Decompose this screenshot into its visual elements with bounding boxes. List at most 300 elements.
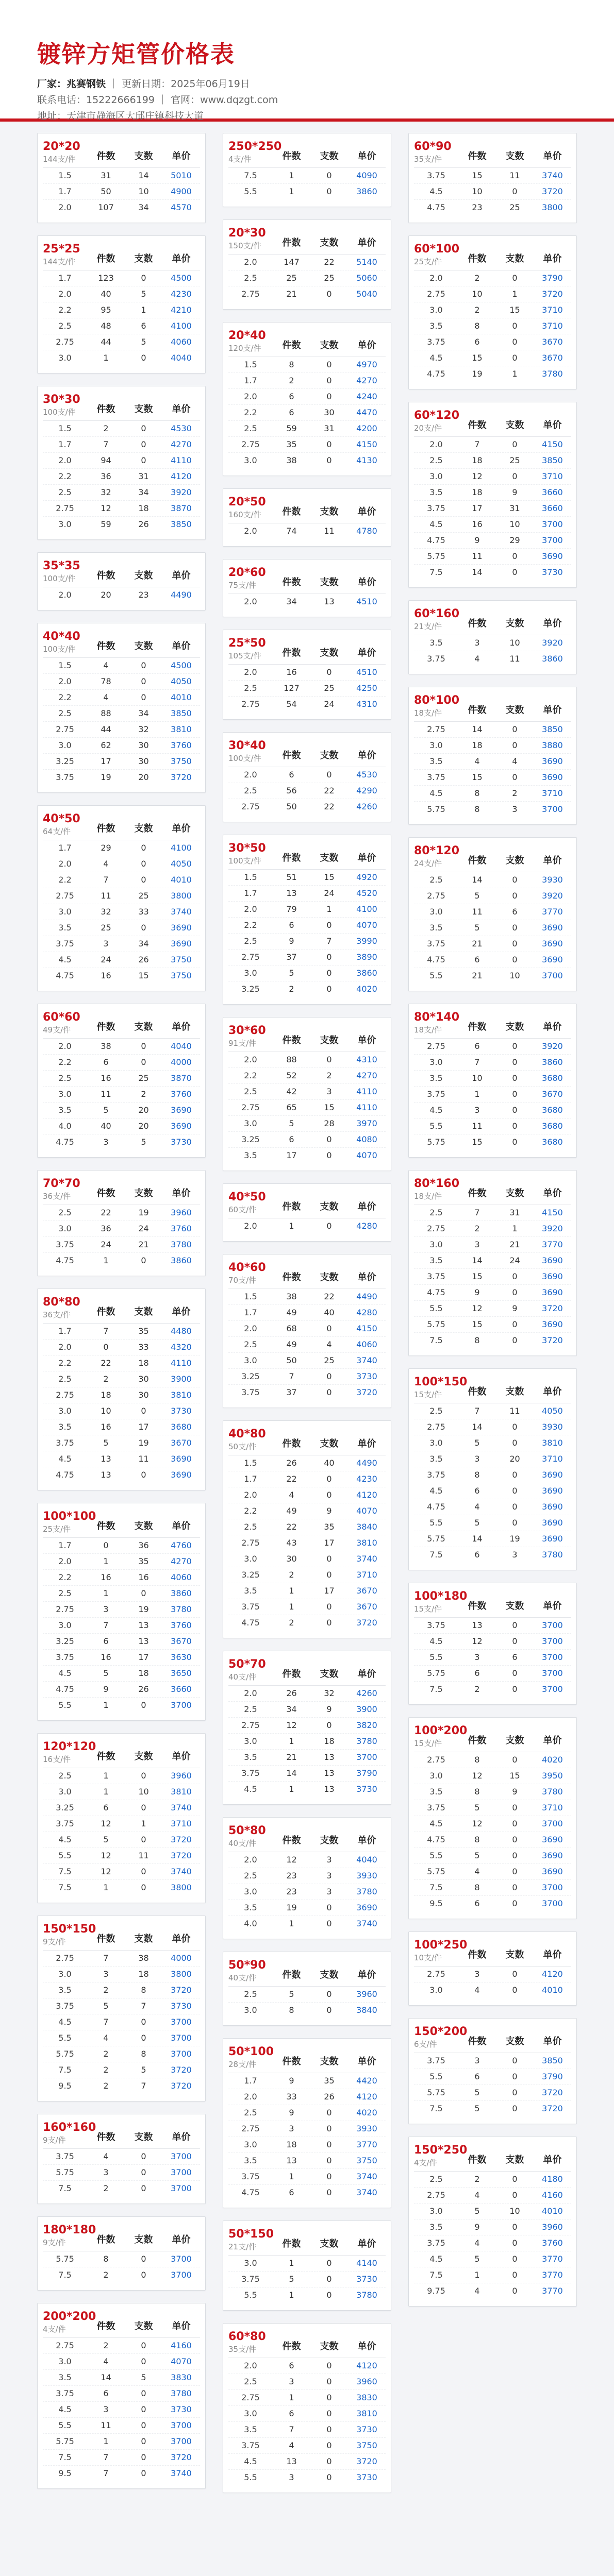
table-row: [43, 1371, 200, 1387]
thickness-cell: 3.0: [58, 353, 72, 363]
thickness-cell: 2.75: [241, 802, 260, 811]
piece-count-cell: 13: [324, 1784, 335, 1794]
column-header: 件数: [96, 151, 115, 162]
bundle-count-cell: 1: [289, 2258, 294, 2268]
table-row: [43, 920, 200, 936]
thickness-cell: 2.2: [244, 920, 257, 930]
spec-title-block: [414, 693, 458, 718]
phone: 联系电话：15222666199: [37, 94, 155, 106]
bundle-count-cell: 5: [103, 1668, 109, 1678]
spec-size: 150*150: [43, 1923, 96, 1936]
column-header: 单价: [543, 253, 562, 264]
bundle-count-cell: 6: [103, 2388, 109, 2398]
piece-count-cell: 10: [138, 1787, 149, 1797]
website-link[interactable]: 官网：www.dqzgt.com: [171, 94, 278, 106]
thickness-cell: 3.0: [429, 471, 443, 481]
bundle-count-cell: 36: [101, 1224, 111, 1233]
unit-price-cell: 4140: [356, 2258, 377, 2268]
spec-card: [223, 322, 391, 476]
table-row: [43, 1451, 200, 1467]
unit-price-cell: 4240: [356, 392, 377, 401]
unit-price-cell: 4760: [171, 1540, 192, 1550]
spec-title-block: [228, 329, 273, 353]
table-row: [228, 2137, 386, 2153]
bundle-count-cell: 50: [101, 187, 111, 196]
column-header: 单价: [357, 340, 376, 351]
table-row: [43, 872, 200, 888]
bundle-count-cell: 6: [474, 1041, 480, 1051]
piece-count-cell: 7: [141, 2001, 146, 2011]
column-header: 单价: [543, 2155, 562, 2165]
unit-price-cell: 4530: [171, 423, 192, 433]
spec-unit: 100支/件: [228, 754, 261, 763]
piece-count-cell: 0: [512, 1502, 518, 1512]
spec-unit: 75支/件: [228, 581, 257, 590]
bundle-count-cell: 3: [103, 1137, 109, 1147]
column-header: 支数: [134, 2234, 153, 2245]
bundle-count-cell: 21: [472, 971, 483, 980]
unit-price-cell: 3720: [171, 1985, 192, 1995]
thickness-cell: 2.0: [244, 2092, 257, 2102]
thickness-cell: 3.75: [241, 1387, 260, 1397]
column-header: 支数: [505, 1022, 524, 1032]
thickness-cell: 1.5: [244, 1292, 257, 1301]
unit-price-cell: 3930: [356, 2124, 377, 2133]
thickness-cell: 5.75: [427, 804, 445, 814]
table-row: [414, 2101, 571, 2116]
unit-price-cell: 3700: [542, 1668, 563, 1678]
spec-unit: 36支/件: [43, 1310, 71, 1319]
unit-price-cell: 3780: [542, 369, 563, 379]
bundle-count-cell: 8: [289, 2005, 294, 2015]
table-row: [228, 168, 386, 184]
piece-count-cell: 22: [324, 786, 335, 795]
piece-count-cell: 0: [512, 337, 518, 347]
bundle-count-cell: 79: [286, 904, 297, 914]
unit-price-cell: 4040: [171, 353, 192, 363]
table-row: [43, 1618, 200, 1634]
table-row: [43, 1698, 200, 1713]
spec-card-header: [414, 844, 571, 872]
unit-price-cell: 3790: [542, 273, 563, 283]
table-row: [414, 350, 571, 366]
unit-price-cell: 3670: [542, 337, 563, 347]
spec-card: [37, 386, 206, 540]
thickness-cell: 1.5: [58, 660, 72, 670]
table-row: [43, 2434, 200, 2450]
thickness-cell: 3.0: [244, 1736, 257, 1746]
spec-card: [223, 133, 391, 207]
bundle-count-cell: 49: [286, 1506, 297, 1516]
table-row: [414, 1618, 571, 1634]
spec-card: [223, 1651, 391, 1805]
column-header: 支数: [505, 1386, 524, 1397]
bundle-count-cell: 6: [103, 1803, 109, 1812]
piece-count-cell: 0: [512, 1636, 518, 1646]
unit-price-cell: 3690: [542, 1851, 563, 1860]
thickness-cell: 1.5: [58, 423, 72, 433]
piece-count-cell: 0: [141, 353, 146, 363]
piece-count-cell: 2: [512, 788, 518, 798]
bundle-count-cell: 42: [286, 1087, 297, 1096]
unit-price-cell: 3670: [542, 353, 563, 363]
piece-count-cell: 0: [326, 1221, 332, 1231]
table-row: [43, 904, 200, 920]
bundle-count-cell: 26: [286, 1458, 297, 1468]
column-header: 支数: [134, 641, 153, 652]
bundle-count-cell: 16: [101, 971, 111, 980]
unit-price-cell: 3770: [542, 907, 563, 917]
thickness-cell: 4.75: [241, 1618, 260, 1628]
column-header: 支数: [134, 1188, 153, 1199]
column-header: 单价: [357, 648, 376, 658]
table-row: [43, 1784, 200, 1800]
bundle-count-cell: 6: [289, 392, 294, 401]
thickness-cell: 3.25: [241, 1570, 260, 1580]
unit-price-cell: 3960: [356, 2377, 377, 2386]
column-header: 件数: [282, 1272, 301, 1283]
spec-card: [223, 835, 391, 1005]
piece-count-cell: 18: [138, 503, 149, 513]
thickness-cell: 3.75: [56, 1652, 74, 1662]
piece-count-cell: 33: [138, 907, 149, 917]
bundle-count-cell: 22: [101, 1358, 111, 1368]
thickness-cell: 5.75: [427, 1867, 445, 1876]
unit-price-cell: 3710: [542, 321, 563, 331]
spec-card-header: [43, 1740, 200, 1768]
thickness-cell: 2.2: [244, 1071, 257, 1080]
spec-size: 40*50: [228, 1191, 266, 1204]
thickness-cell: 3.75: [427, 1620, 445, 1630]
unit-price-cell: 3700: [542, 1883, 563, 1892]
table-row: [43, 1634, 200, 1650]
thickness-cell: 3.5: [244, 2156, 257, 2165]
spec-size: 60*120: [414, 409, 460, 422]
piece-count-cell: 0: [141, 1835, 146, 1844]
unit-price-cell: 3700: [542, 971, 563, 980]
spec-size: 25*50: [228, 637, 266, 650]
thickness-cell: 2.5: [244, 273, 257, 283]
column-header: 支数: [320, 2056, 339, 2067]
piece-count-cell: 34: [138, 708, 149, 718]
bundle-count-cell: 6: [289, 920, 294, 930]
piece-count-cell: 0: [326, 2172, 332, 2181]
unit-price-cell: 4050: [542, 1406, 563, 1416]
thickness-cell: 2.75: [427, 1969, 445, 1979]
thickness-cell: 5.5: [429, 1518, 443, 1528]
bundle-count-cell: 11: [101, 891, 111, 901]
piece-count-cell: 11: [509, 171, 520, 180]
unit-price-cell: 3690: [171, 1121, 192, 1131]
thickness-cell: 1.7: [58, 439, 72, 449]
thickness-cell: 4.5: [429, 1105, 443, 1115]
column-headers: [87, 1186, 200, 1201]
spec-card: [37, 2303, 206, 2489]
spec-size: 40*50: [43, 812, 80, 825]
column-header: 单价: [357, 853, 376, 863]
thickness-cell: 2.5: [58, 321, 72, 331]
unit-price-cell: 3820: [356, 1720, 377, 1730]
column-header: 支数: [134, 2132, 153, 2143]
table-row: [43, 2450, 200, 2466]
piece-count-cell: 0: [512, 1089, 518, 1099]
thickness-cell: 2.75: [56, 1953, 74, 1963]
spec-size: 180*180: [43, 2224, 96, 2236]
table-row: [43, 1205, 200, 1221]
column-header: 单价: [172, 1751, 191, 1762]
spec-card-header: [414, 1177, 571, 1205]
bundle-count-cell: 43: [286, 1538, 297, 1548]
bundle-count-cell: 88: [286, 1055, 297, 1064]
piece-count-cell: 5: [141, 337, 146, 347]
bundle-count-cell: 15: [472, 1137, 483, 1147]
column-header: 单价: [357, 1272, 376, 1283]
table-row: [414, 1982, 571, 1998]
thickness-cell: 2.2: [58, 692, 72, 702]
table-row: [414, 1087, 571, 1103]
table-row: [414, 1301, 571, 1317]
thickness-cell: 2.75: [56, 891, 74, 901]
column-headers: [87, 1020, 200, 1035]
thickness-cell: 1.7: [244, 1308, 257, 1317]
thickness-cell: 3.25: [241, 1371, 260, 1381]
unit-price-cell: 4510: [356, 597, 377, 606]
thickness-cell: 3.75: [427, 2238, 445, 2248]
unit-price-cell: 3670: [356, 1602, 377, 1612]
thickness-cell: 3.5: [58, 1985, 72, 1995]
bundle-count-cell: 5: [474, 891, 480, 901]
table-row: [228, 2454, 386, 2470]
bundle-count-cell: 26: [286, 1688, 297, 1698]
thickness-cell: 3.75: [56, 772, 74, 782]
spec-title-block: [414, 1010, 458, 1035]
bundle-count-cell: 6: [474, 337, 480, 347]
thickness-cell: 2.75: [56, 337, 74, 347]
bundle-count-cell: 94: [101, 455, 111, 465]
piece-count-cell: 15: [509, 1771, 520, 1781]
unit-price-cell: 3720: [356, 1387, 377, 1397]
piece-count-cell: 4: [512, 756, 518, 766]
spec-card-header: [43, 2121, 200, 2149]
unit-price-cell: 3690: [356, 1903, 377, 1912]
piece-count-cell: 0: [326, 2409, 332, 2418]
piece-count-cell: 0: [512, 1835, 518, 1844]
bundle-count-cell: 9: [289, 2108, 294, 2117]
column-header: 件数: [282, 1669, 301, 1680]
column-header: 件数: [282, 506, 301, 517]
piece-count-cell: 0: [326, 2456, 332, 2466]
table-row: [414, 1467, 571, 1483]
piece-count-cell: 0: [326, 1387, 332, 1397]
bundle-count-cell: 14: [101, 2372, 111, 2382]
column-header: 件数: [282, 2056, 301, 2067]
column-headers: [273, 1968, 386, 1983]
piece-count-cell: 19: [138, 1604, 149, 1614]
bundle-count-cell: 5: [474, 1438, 480, 1448]
table-row: [43, 1387, 200, 1403]
thickness-cell: 2.0: [244, 667, 257, 677]
unit-price-cell: 3690: [542, 1867, 563, 1876]
spec-title-block: [43, 559, 87, 584]
thickness-cell: 4.5: [58, 1668, 72, 1678]
thickness-cell: 4.0: [244, 1919, 257, 1928]
bundle-count-cell: 9: [474, 535, 480, 545]
piece-count-cell: 0: [326, 952, 332, 962]
bundle-count-cell: 35: [286, 439, 297, 449]
piece-count-cell: 35: [138, 1326, 149, 1336]
table-row: [228, 286, 386, 302]
column-header: 件数: [282, 853, 301, 863]
spec-card-header: [414, 1010, 571, 1039]
table-row: [414, 1055, 571, 1071]
piece-count-cell: 31: [138, 471, 149, 481]
table-row: [228, 1471, 386, 1487]
spec-title-block: [228, 1958, 273, 1983]
thickness-cell: 2.75: [241, 699, 260, 709]
thickness-cell: 1.7: [244, 888, 257, 898]
thickness-cell: 2.0: [244, 257, 257, 267]
unit-price-cell: 3780: [171, 2388, 192, 2398]
column-header: 件数: [468, 2155, 487, 2165]
unit-price-cell: 3740: [356, 1919, 377, 1928]
thickness-cell: 3.5: [244, 1150, 257, 1160]
thickness-cell: 4.75: [427, 1287, 445, 1297]
table-row: [228, 1900, 386, 1916]
table-row: [414, 1967, 571, 1982]
thickness-cell: 3.5: [429, 638, 443, 648]
piece-count-cell: 0: [141, 843, 146, 853]
column-header: 件数: [282, 340, 301, 351]
bundle-count-cell: 38: [286, 1292, 297, 1301]
unit-price-cell: 4270: [356, 1071, 377, 1080]
unit-price-cell: 4270: [171, 1556, 192, 1566]
piece-count-cell: 17: [138, 1652, 149, 1662]
column-header: 件数: [96, 1022, 115, 1032]
table-row: [228, 270, 386, 286]
table-row: [228, 1718, 386, 1734]
spec-card: [223, 1254, 391, 1408]
bundle-count-cell: 24: [101, 1240, 111, 1249]
bundle-count-cell: 16: [472, 519, 483, 529]
unit-price-cell: 3730: [356, 2472, 377, 2482]
piece-count-cell: 0: [326, 2124, 332, 2133]
piece-count-cell: 22: [324, 802, 335, 811]
thickness-cell: 2.0: [58, 859, 72, 869]
spec-title-block: [414, 1589, 468, 1614]
table-row: [414, 168, 571, 184]
table-row: [414, 1253, 571, 1269]
table-row: [43, 2402, 200, 2418]
table-row: [414, 453, 571, 469]
thickness-cell: 9.5: [58, 2081, 72, 2091]
thickness-cell: 5.75: [427, 1137, 445, 1147]
table-row: [228, 918, 386, 934]
thickness-cell: 3.0: [429, 2206, 443, 2216]
unit-price-cell: 4490: [356, 1458, 377, 1468]
thickness-cell: 2.75: [241, 952, 260, 962]
unit-price-cell: 3700: [542, 1620, 563, 1630]
bundle-count-cell: 8: [474, 1787, 480, 1797]
thickness-cell: 2.5: [244, 423, 257, 433]
column-headers: [273, 1033, 386, 1048]
thickness-cell: 3.75: [427, 2056, 445, 2065]
bundle-count-cell: 2: [103, 1374, 109, 1384]
piece-count-cell: 0: [326, 2274, 332, 2284]
unit-price-cell: 4110: [171, 455, 192, 465]
table-row: [228, 184, 386, 199]
thickness-cell: 3.5: [244, 1752, 257, 1762]
thickness-cell: 3.0: [58, 907, 72, 917]
table-row: [228, 405, 386, 421]
table-row: [43, 350, 200, 366]
column-headers: [87, 1749, 200, 1765]
spec-unit: 49支/件: [43, 1025, 71, 1035]
table-row: [228, 965, 386, 981]
table-row: [43, 1586, 200, 1602]
spec-unit: 21支/件: [228, 2242, 257, 2251]
table-row: [228, 1535, 386, 1551]
bundle-count-cell: 12: [472, 1819, 483, 1828]
piece-count-cell: 0: [326, 1150, 332, 1160]
thickness-cell: 3.75: [427, 939, 445, 948]
piece-count-cell: 0: [141, 2017, 146, 2027]
bundle-count-cell: 34: [286, 1704, 297, 1714]
bundle-count-cell: 16: [101, 1572, 111, 1582]
piece-count-cell: 34: [138, 939, 149, 948]
thickness-cell: 2.75: [241, 289, 260, 299]
bundle-count-cell: 21: [472, 939, 483, 948]
bundle-count-cell: 1: [103, 1556, 109, 1566]
table-row: [228, 1884, 386, 1900]
spec-title-block: [43, 242, 87, 267]
table-row: [43, 2165, 200, 2181]
unit-price-cell: 3740: [356, 2172, 377, 2181]
spec-card-header: [43, 140, 200, 168]
table-row: [228, 934, 386, 950]
column-header: 支数: [505, 253, 524, 264]
bundle-count-cell: 18: [472, 740, 483, 750]
table-row: [228, 2272, 386, 2287]
piece-count-cell: 0: [326, 1602, 332, 1612]
column-header: 单价: [172, 1188, 191, 1199]
piece-count-cell: 0: [512, 2286, 518, 2296]
piece-count-cell: 2: [141, 1089, 146, 1099]
bundle-count-cell: 11: [472, 907, 483, 917]
thickness-cell: 3.75: [241, 2172, 260, 2181]
bundle-count-cell: 12: [101, 1819, 111, 1828]
thickness-cell: 7.5: [429, 2270, 443, 2280]
unit-price-cell: 3720: [171, 1851, 192, 1860]
column-headers: [458, 616, 571, 632]
piece-count-cell: 26: [138, 955, 149, 964]
unit-price-cell: 3670: [542, 1089, 563, 1099]
company-info-line: [37, 76, 583, 92]
table-row: [414, 469, 571, 485]
bundle-count-cell: 7: [103, 2452, 109, 2462]
unit-price-cell: 3700: [171, 2151, 192, 2161]
unit-price-cell: 3920: [542, 638, 563, 648]
unit-price-cell: 3700: [171, 1700, 192, 1710]
unit-price-cell: 5040: [356, 289, 377, 299]
spec-size: 20*60: [228, 566, 266, 579]
piece-count-cell: 0: [141, 2388, 146, 2398]
thickness-cell: 3.5: [58, 2372, 72, 2382]
unit-price-cell: 4020: [542, 1755, 563, 1765]
column-headers: [458, 853, 571, 869]
bundle-count-cell: 3: [474, 1105, 480, 1115]
page-header: [0, 0, 614, 122]
piece-count-cell: 0: [512, 2238, 518, 2248]
